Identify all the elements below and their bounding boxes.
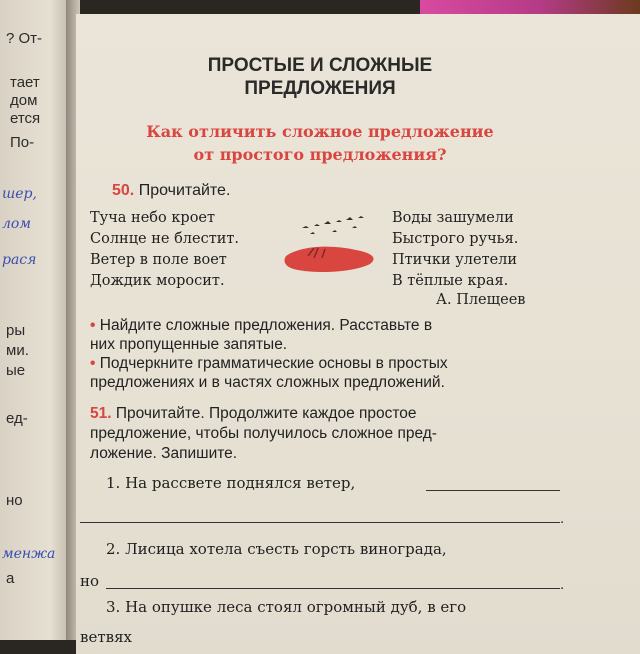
bullet-icon: • [90,355,96,372]
sentence-period: . [560,576,565,593]
poem-line: Дождик моросит. [90,273,225,289]
exercise-number: 51. [90,405,112,422]
poem-line: Ветер в поле воет [90,252,227,268]
left-handwriting: рася [2,252,37,268]
page-subtitle [76,120,564,166]
left-fragment: а [6,570,15,587]
sentence-2-continuation: но [80,572,100,590]
task-text: них пропущенные запятые. [90,336,288,353]
exercise-50-heading [112,182,230,200]
left-fragment: дом [10,92,38,109]
exercise-50-task-1 [90,316,560,354]
red-water-stroke-icon [285,247,374,272]
left-fragment: ? От- [6,30,43,47]
left-fragment: ые [6,362,26,379]
task-text: предложениях и в частях сложных предложений. [90,374,445,391]
subtitle-line-1: Как отличить сложное предложение [146,122,494,141]
bullet-icon: • [90,317,96,334]
exercise-50-task-2 [90,354,560,392]
answer-line[interactable] [80,522,560,523]
left-fragment: ми. [6,342,29,359]
poem-right-stanza [392,208,518,292]
left-page [0,0,72,640]
poem-line: Туча небо кроет [90,210,216,226]
exercise-number: 50. [112,182,135,199]
title-line-1: ПРОСТЫЕ И СЛОЖНЫЕ [207,55,433,76]
poem-line: Воды зашумели [392,210,514,226]
exercise-instruction: Прочитайте. [138,182,231,199]
left-fragment: По- [10,134,35,151]
poem-left-stanza [90,208,239,292]
sentence-2: 2. Лисица хотела съесть горсть винограда, [106,540,447,558]
title-line-2: ПРЕДЛОЖЕНИЯ [244,78,396,99]
exercise-text: ложение. Запишите. [90,445,238,462]
poem-line: Солнце не блестит. [90,231,240,247]
sentence-1: 1. На рассвете поднялся ветер, [106,474,356,492]
task-text: Подчеркните грамматические основы в простых [99,355,448,372]
left-fragment: тает [10,74,40,91]
sentence-3-continuation: ветвях [80,628,132,646]
left-handwriting: лом [2,216,31,232]
left-handwriting: шер, [2,186,37,202]
left-handwriting: менжа [2,546,56,562]
answer-line[interactable] [106,588,560,589]
poem-line: Быстрого ручья. [392,231,519,247]
exercise-text: предложение, чтобы получилось сложное пред- [90,425,437,442]
left-fragment: ед- [6,410,28,427]
subtitle-line-2: от простого предложения? [193,145,447,164]
exercise-51-text [90,404,566,464]
exercise-text: Прочитайте. Продолжите каждое простое [115,405,417,422]
poem-line: Птички улетели [392,252,518,268]
left-fragment: но [6,492,23,509]
answer-line[interactable] [426,490,560,491]
birds-over-water-illustration [280,212,384,282]
textbook-page [76,14,640,654]
left-fragment: ры [6,322,26,339]
sentence-period: . [560,510,565,527]
left-fragment: ется [10,110,41,127]
poem-author: А. Плещеев [436,292,526,308]
task-text: Найдите сложные предложения. Расставьте в [99,317,433,334]
sentence-3: 3. На опушке леса стоял огромный дуб, в его [106,598,467,616]
poem-line: В тёплые края. [392,273,509,289]
page-title [76,54,564,100]
flying-birds-icon [302,216,364,234]
